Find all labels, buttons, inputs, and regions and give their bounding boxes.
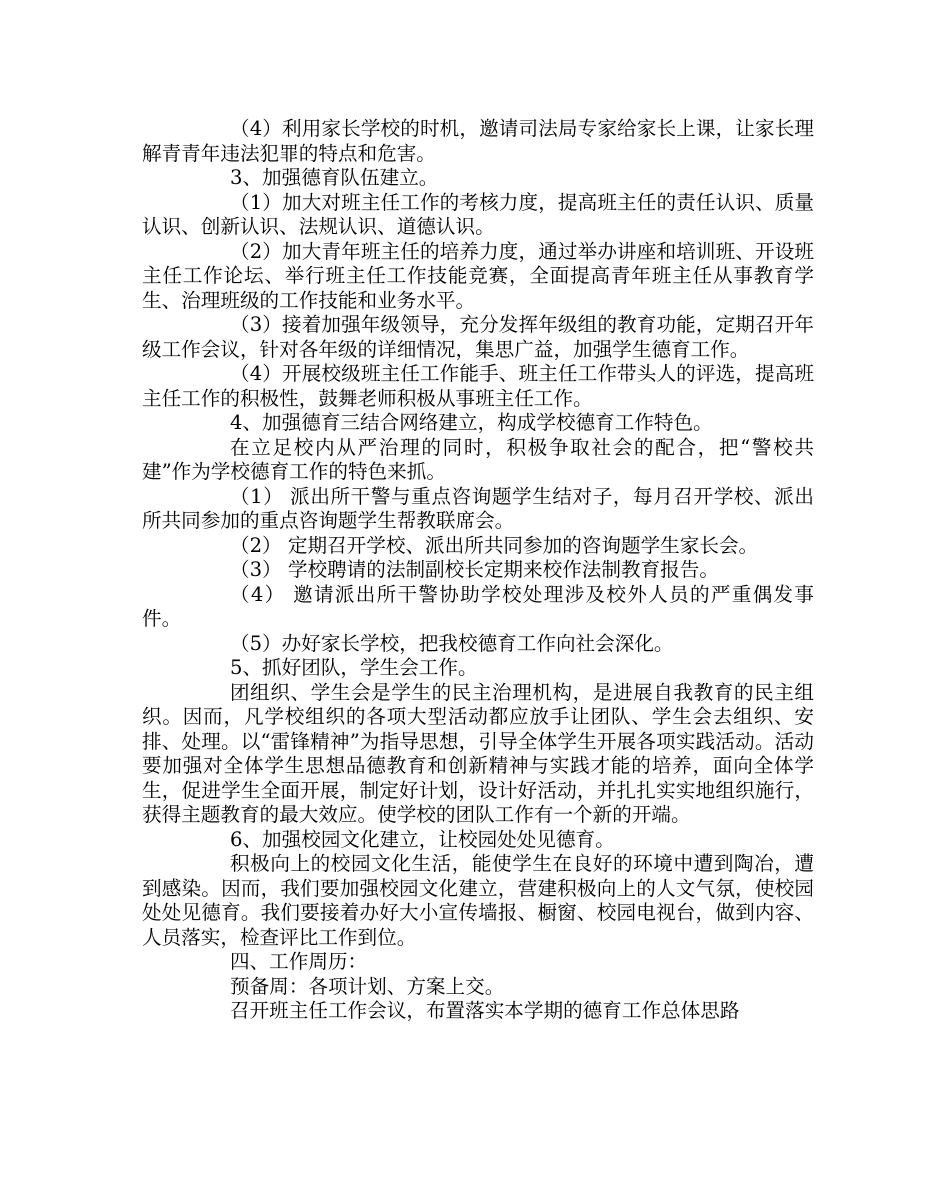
paragraph: 积极向上的校园文化生活，能使学生在良好的环境中遭到陶冶，遭到感染。因而，我们要加强校园文化建立，营建积极向上的人文气氛，使校园处处见德育。我们要接着办好大小宣传墙报、橱窗、校园电视台，做到内容、人员落实，检查评比工作到位。 <box>142 852 814 949</box>
paragraph: （5）办好家长学校，把我校德育工作向社会深化。 <box>230 631 674 655</box>
section-heading: 4、加强德育三结合网络建立，构成学校德育工作特色。 <box>230 411 713 434</box>
paragraph: （3） 学校聘请的法制副校长定期来校作法制教育报告。 <box>230 558 719 581</box>
paragraph: （3）接着加强年级领导，充分发挥年级组的教育功能，定期召开年级工作会议，针对各年级的详细情况，集思广益，加强学生德育工作。 <box>142 313 814 361</box>
section-heading: 5、抓好团队，学生会工作。 <box>230 656 478 679</box>
paragraph: （1）加大对班主任工作的考核力度，提高班主任的责任认识、质量认识、创新认识、法规认识、道德认识。 <box>142 190 814 238</box>
paragraph: （4）利用家长学校的时机，邀请司法局专家给家长上课，让家长理解青青年违法犯罪的特点和危害。 <box>142 117 814 165</box>
paragraph: 预备周：各项计划、方案上交。 <box>230 974 505 998</box>
paragraph: （4）开展校级班主任工作能手、班主任工作带头人的评选，提高班主任工作的积极性，鼓舞老师积极从事班主任工作。 <box>142 362 814 410</box>
paragraph: （2） 定期召开学校、派出所共同参加的咨询题学生家长会。 <box>230 533 759 557</box>
section-heading: 6、加强校园文化建立，让校园处处见德育。 <box>230 827 615 851</box>
section-heading: 3、加强德育队伍建立。 <box>230 166 439 189</box>
paragraph: 召开班主任工作会议，布置落实本学期的德育工作总体思路 <box>230 999 740 1022</box>
paragraph: （2）加大青年班主任的培养力度，通过举办讲座和培训班、开设班主任工作论坛、举行班主任工作技能竞赛，全面提高青年班主任从事教育学生、治理班级的工作技能和业务水平。 <box>142 239 814 312</box>
section-heading: 四、工作周历： <box>230 950 368 973</box>
paragraph: （4） 邀请派出所干警协助学校处理涉及校外人员的严重偶发事件。 <box>142 582 814 630</box>
paragraph: 在立足校内从严治理的同时，积极争取社会的配合，把“警校共建”作为学校德育工作的特色来抓。 <box>142 435 814 483</box>
paragraph: （1） 派出所干警与重点咨询题学生结对子，每月召开学校、派出所共同参加的重点咨询题学生帮教联席会。 <box>142 484 814 532</box>
paragraph: 团组织、学生会是学生的民主治理机构，是进展自我教育的民主组织。因而，凡学校组织的各项大型活动都应放手让团队、学生会去组织、安排、处理。以“雷锋精神”为指导思想，引导全体学生开展各项实践活动。活动要加强对全体学生思想品德教育和创新精神与实践才能的培养，面向全体学生，促进学生全面开展，制定好计划，设计好活动，并扎扎实实地组织施行，获得主题教育的最大效应。使学校的团队工作有一个新的开端。 <box>142 680 814 826</box>
